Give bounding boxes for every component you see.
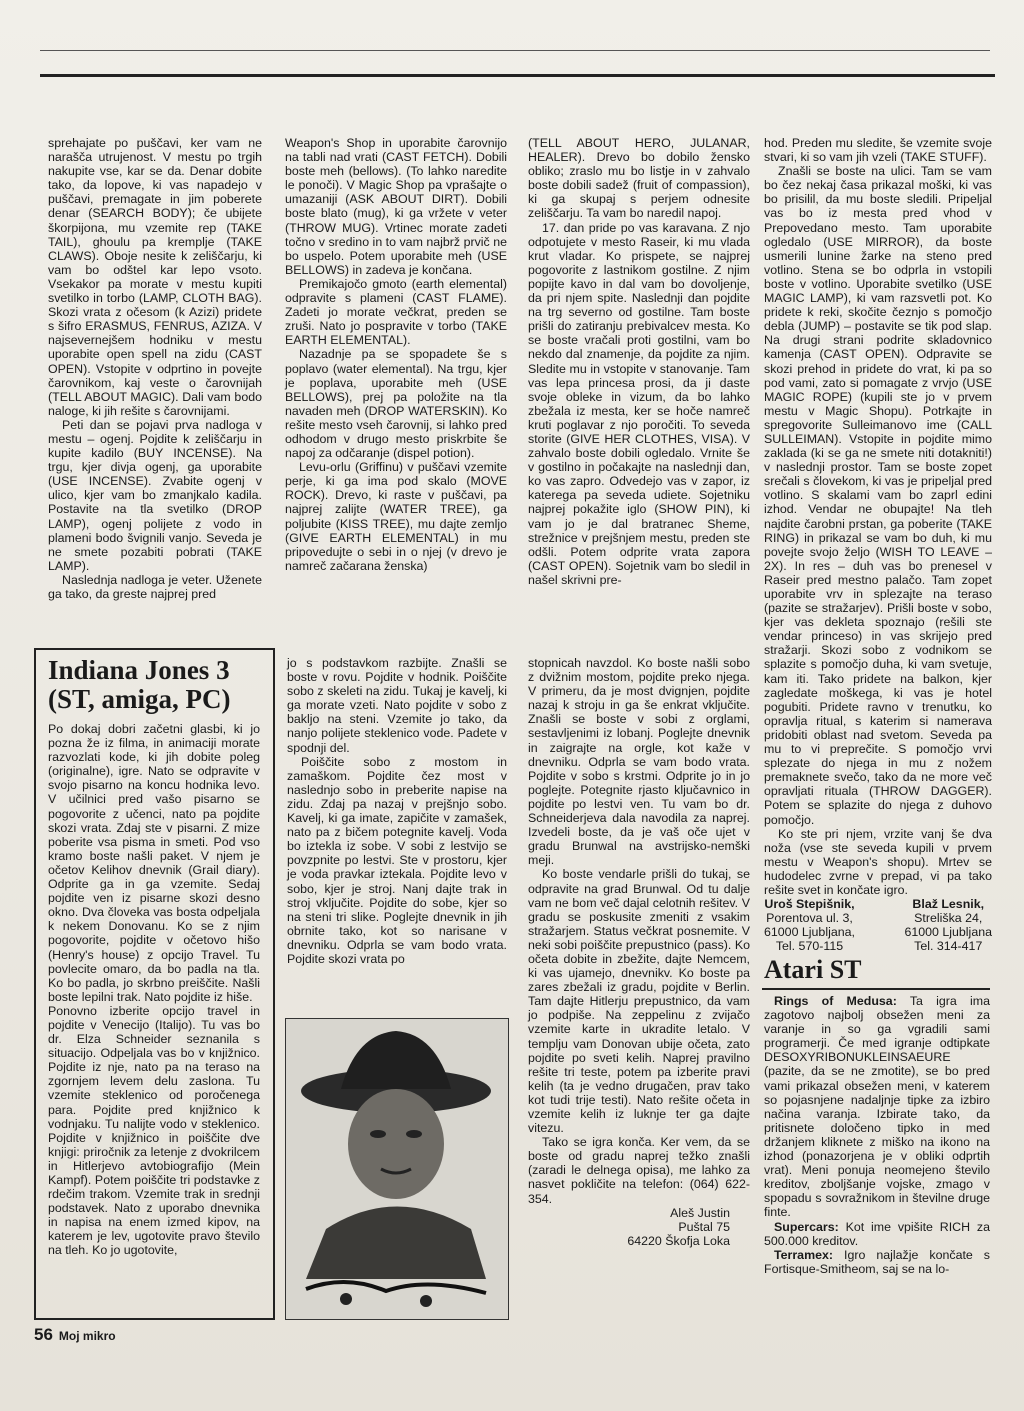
column-2 <box>285 136 507 573</box>
paragraph: Levu-orlu (Griffinu) v puščavi vzemite perje, ki ga ima pod skalo (MOVE ROCK). Drevo, ki raste v puščavi, pa najprej zalijte (WATER TREE), ga poljubite (KISS TREE), mu dajte zemljo (GIVE EARTH ELEMENTAL) in mu pripovedujte o sebi in o njej (v drevo je namreč začarana ženska) <box>285 460 507 573</box>
paragraph: Ponovno izberite opcijo travel in pojdite v Venecijo (Italijo). Tu vas bo dr. Elza Schneider seznanila s situacijo. Odpeljala vas bo v knjižnico. Pojdite iz nje, nato pa na teraso na zgornjem levem delu zaslona. Tu vzemite steklenico od poročenega para. Pojdite pred knjižnico k vodnjaku. Tu nalijte vodo v steklenico. Pojdite v knjižnico in poiščite dve knjigi: priročnik za letenje z dvokrilcem in Hitlerjevo avtobiografijo (Mein Kampf). Potem poiščite tri podstavke z rdečim trakom. Vzemite trak in srednji podstavek. Nato z uporabo dnevnika in napisa na enem izmed kipov, na katerem je lev, ugotovite pravo število na tleh. Ko jo ugotovite, <box>48 1003 260 1258</box>
author-street: Puštal 75 <box>678 1219 730 1234</box>
paragraph: Ko boste vendarle prišli do tukaj, se odpravite na grad Brunwal. Od tu dalje vam ne bom več dajal celotnih rešitev. V gradu se poskusite zmeniti z vsakim stražarjem. Status večkrat posnemite. V neki sobi poiščite prepustnico (pass). Ko očeta dobite in zbežite, dajte Nemcem, ki vas ujamejo, dnevnikv. Ko boste pa zares zbežali iz gradu, pojdite v Berlin. Tam dajte Hitlerju prepustnico, da vam jo podpiše. Na zeppelinu z zvijačo vzemite karte in ukradite letalo. V templju vam Donovan ubije očeta, zato pojdite po sveti kelih. Naprej pravilno rešite tri teste, potem pa izberite pravi kelih (ta je vedno drugačen, prav tako kot tudi trije testi). Nato rešite očeta in vzemite kelih iz luknje ter ga dajte vitezu. <box>528 867 750 1136</box>
column-1 <box>48 136 262 601</box>
author-tel: Tel. 570-115 <box>775 939 844 954</box>
paragraph: jo s podstavkom razbijte. Znašli se boste v rovu. Pojdite v hodnik. Poiščite sobo z skeleti na zidu. Tukaj je kavelj, ki ga morate vzeti. Nato pojdite v sobo z bakljo na steni. Vzemite jo tako, da nanjo polijete steklenico vode. Padete v spodnji del. <box>287 656 507 755</box>
indiana-jones-illustration <box>286 1019 508 1319</box>
paragraph <box>764 1220 990 1248</box>
paragraph: (TELL ABOUT HERO, JULANAR, HEALER). Drevo bo dobilo žensko obliko; zraslo mu bo listje in v zahvalo boste dobili sadež (fruit of compassion), ki ga skupaj s perjem odnesite zeliščarju. Ta vam bo naredil napoj. <box>528 136 750 221</box>
paragraph: Poiščite sobo z mostom in zamaškom. Pojdite čez most v naslednjo sobo in preberite napise na zidu. Zdaj pa nazaj v prejšnjo sobo. Kavelj, ki ga imate, zapičite v zamašek, nato pa z bičem potegnite kavelj. Voda bo iztekla iz sobe. V sobi z lestvijo se povzpnite po lestvi. Ste v prostoru, kjer je voda pravkar iztekala. Pojdite levo v sobo, kjer je stroj. Nanj dajte trak in stroj vključite. Pojdite do sobe, kjer so na steni tri slike. Poglejte dnevnik in jih obrnite tako, kot so narisane v dnevniku. Odprla se vam bodo vrata. Pojdite skozi vrata po <box>287 754 507 966</box>
tip-text: Igro najlažje končate s Fortisque-Smitheom, saj se na lo- <box>764 1247 990 1276</box>
column-mid-2 <box>528 656 750 1248</box>
author-city: 61000 Ljubljana, <box>764 925 855 940</box>
atari-st-column <box>764 994 990 1276</box>
author-street: Porentova ul. 3, <box>766 911 853 926</box>
atari-rule <box>762 988 990 990</box>
author-1 <box>764 897 855 953</box>
paragraph: hod. Preden mu sledite, še vzemite svoje stvari, ki so vam jih vzeli (TAKE STUFF). <box>764 136 992 165</box>
author-signature-3 <box>528 1206 750 1248</box>
paragraph: Tako se igra konča. Ker vem, da se boste od gradu naprej težko znašli (zaradi le delnega opisa), me lahko za nasvet pokličite na telefon: (064) 622-354. <box>528 1135 750 1206</box>
paragraph: Po dokaj dobri začetni glasbi, ki jo pozna že iz filma, in animaciji morate razvozlati kode, ki jih dobite poleg (originalne), igre. Nato se odpravite v svojo pisarno na koncu hodnika levo. V učilnici pred vašo pisarno se pogovorite z učenci, nato pa pojdite skozi vrata. Zdaj ste v pisarni. Z mize poberite vsa pisma in smeti. Pod vso kramo boste našli paket. V njem je očetov Kelihov dnevnik (Grail diary). Odprite ga in ga vzemite. Sedaj pojdite ven iz pisarne skozi desno okno. Dva človeka vas bosta odpeljala k nekem Donovanu. Ko se z njim pogovorite, pojdite v očetovo hišo (Henry's house) z opcijo Travel. Tu povlecite omaro, da bo padla na tla. Ko bo padla, jo skrbno preiščite. Našli boste lepilni trak. Nato pojdite iz hiše. <box>48 722 260 1004</box>
paragraph: Znašli se boste na ulici. Tam se vam bo čez nekaj časa prikazal moški, ki vas bo prisilil, da mu boste sledili. Pripeljal vas bo iz mesta pred vhod v Prepovedano mesto. Tam uporabite ogledalo (USE MIRROR), da boste usmerili lunine žarke na steno pred votlino. Stena se bo odprla in vstopili boste v votlino. Uporabite svetilko (USE MAGIC LAMP), ki vam razsvetli pot. Ko pridete k reki, skočite čeznjo s pomočjo debla (JUMP) – postavite se tik pod slap. Na drugi strani podrite skladovnico kamenja (CAST OPEN). Odpravite se skozi prehod in pridete do vrat, ki pa so pod vami, zato si pomagate z vrvjo (USE MAGIC ROPE) (kupili ste jo v prvem mestu v Magic Shopu). Potrkajte in spregovorite Sulleimanovo ime (CALL SULLEIMAN). Vstopite in pojdite mimo zaklada (ki se ga ne smete niti dotakniti!) v naslednji prostor. Tam se boste zopet srečali s človekom, ki vas je pripeljal pred votlino. S skalami vam bo zaprl edini izhod. Vendar ne obupajte! Na tleh najdite čarobni prstan, ga poberite (TAKE RING) in prikazal se vam bo duh, ki mu povejte svojo željo (WISH TO LEAVE – 2X). In res – duh vas bo prenesel v Raseir pred mestno palačo. Tam zopet uporabite vrv in splezajte na teraso (pazite se stražarjev). Prišli boste v sobo, kjer vas dekleta spoznajo (rešili ste vendar princeso) in vas skrijejo pred stražarji. Skozi sobo z vodnikom se splazite s pomočjo duha, ki vam svetuje, kam iti. Tako pridete na balkon, kjer zagledate moškega, ki vas je hotel pogubiti. Pridete ravno v trenutku, ko opravlja ritual, s katerim si namerava pridobiti oblast nad svetom. Seveda pa mu to vi preprečite. S pomočjo vrvi splezate do njega in mu z nožem premaknete svečo, tako da ne more več opravljati rituala (THROW DAGGER). Potem se splazite do njega z duhovo pomočjo. <box>764 164 992 827</box>
paragraph: sprehajate po puščavi, ker vam ne narašča utrujenost. V mestu po trgih nakupite vse, kar se da. Denar dobite tako, da lopove, ki vas napadejo v puščavi, premagate in jim poberete denar (SEARCH BODY); če ubijete škorpijona, mu vzemite rep (TAKE TAIL), ghoulu pa kremplje (TAKE CLAWS). Oboje nesite k zeliščarju, ki vam bo odštel kar lepo vsoto. Vsekakor pa morate v mestu kupiti svetilko in torbo (LAMP, CLOTH BAG). Skozi vrata z očesom (k Azizi) pridete s šifro ERASMUS, FENRUS, AZIZA. V najsevernejšem hodniku v mestu uporabite open spell na zidu (CAST OPEN). Vstopite v odprtino in povejte čarovnikom, kaj veste o čarovnijah (TELL ABOUT MAGIC). Dali vam bodo naloge, ki jih rešite s čarovnijami. <box>48 136 262 418</box>
paragraph: Nazadnje pa se spopadete še s poplavo (water elemental). Na trgu, kjer je poplava, uporabite meh (USE BELLOWS), prej pa položite na tla navaden meh (DROP WATERSKIN). Ko rešite mesto vseh čarovnij, si lahko pred odhodom v drugo mesto priskrbite še napoj za odčaranje (dispel potion). <box>285 347 507 461</box>
page-number: 56 <box>34 1325 53 1344</box>
paragraph <box>764 994 990 1220</box>
magazine-name: Moj mikro <box>58 1329 116 1343</box>
paragraph: Premikajočo gmoto (earth elemental) odpravite s plameni (CAST FLAME). Zadeti jo morate večkrat, preden se zruši. Nato jo pospravite v torbo (TAKE EARTH ELEMENTAL). <box>285 276 507 348</box>
indiana-jones-photo <box>285 1018 509 1320</box>
top-rule <box>40 50 990 51</box>
paragraph: stopnicah navzdol. Ko boste našli sobo z dvižnim mostom, pojdite preko njega. V primeru, da je most dvignjen, pojdite nazaj k stroju in ga še enkrat vključite. Znašli se boste v sobi z orglami, sestavljenimi iz lobanj. Poglejte dnevnik in zaigrajte na orgle, kot kaže v dnevniku. Odprla se vam bodo vrata. Pojdite v sobo s krstmi. Odprite jo in jo poglejte. Potegnite rjasto ključavnico in pojdite po lestvi ven. Tu vam bo dr. Schneiderjeva dala navodila za naprej. Izvedeli boste, da je vaš oče ujet v gradu Brunwal na avstrijsko-nemški meji. <box>528 656 750 868</box>
tip-label: Supercars: <box>774 1219 839 1234</box>
author-tel: Tel. 314-417 <box>914 939 983 954</box>
paragraph <box>764 1248 990 1276</box>
paragraph: 17. dan pride po vas karavana. Z njo odpotujete v mesto Raseir, ki mu vlada krut vladar. Ko prispete, se najprej pogovorite z lastnikom gostilne. Z njim popijte kavo in dal vam bo dovoljenje, da pri njem spite. Naslednji dan pojdite na trg severno od gostilne. Tam boste prišli do zatiranju prebivalcev mesta. Ko se boste vračali proti gostilni, vam bo nekdo dal znamenje, da pojdite za njim. Sledite mu in vstopite v stanovanje. Tam vas lepa princesa prosi, da ji daste svoje obleke in vizum, da bo lahko zbežala iz mesta, ker se hoče namreč kruti poglavar z njo poročiti. To seveda storite (GIVE HER CLOTHES, VISA). V zahvalo boste dobili ogledalo. Vrnite še v gostilno in počakajte na naslednji dan, ko vas zapro. Odvedejo vas v zapor, iz katerega pa seveda udiete. Sojetniku najprej pokažite iglo (SHOW PIN), ki vam jo je dal bratranec Sheme, strežnice v prejšnjem mestu, preden ste odšli. Potem odprite vrata zapora (CAST OPEN). Sojetnik vam bo sledil in našel skrivni pre- <box>528 220 750 587</box>
paragraph: Ko ste pri njem, vrzite vanj še dva noža (vse ste seveda kupili v prvem mestu v Weapon's shopu). Mrtev se hudodelec zvrne v prepad, vi pa tako rešite svet in končate igro. <box>764 826 992 897</box>
paragraph: Naslednja nadloga je veter. Uženete ga tako, da greste najprej pred <box>48 572 262 601</box>
tip-label: Terramex: <box>774 1247 834 1262</box>
atari-st-heading: Atari ST <box>764 955 862 984</box>
column-4 <box>764 136 992 953</box>
article-title: Indiana Jones 3 (ST, amiga, PC) <box>48 655 231 714</box>
author-name: Aleš Justin <box>670 1205 730 1220</box>
author-name: Uroš Stepišnik, <box>764 897 855 912</box>
page-footer <box>34 1325 116 1345</box>
column-mid <box>287 656 507 966</box>
author-street: Streliška 24, <box>914 911 983 926</box>
paragraph: Weapon's Shop in uporabite čarovnijo na tabli nad vrati (CAST FETCH). Dobili boste meh (bellows). (To lahko naredite le ponoči). V Magic Shop pa vprašajte o umazaniji (ASK ABOUT DIRT). Dobili boste blato (mug), ki ga vržete v veter (THROW MUG). Vrtinec morate zadeti točno v sredino in to vam najbrž prvič ne bo uspelo. Potem uporabite meh (USE BELLOWS) in zadeva je končana. <box>285 136 507 277</box>
author-name: Blaž Lesnik, <box>912 897 985 912</box>
tip-text: Ta igra ima zagotovo najbolj obsežen meni za varanje in so ga vgradili sami programerji. Če med igranje odtipkate DESOXYRIBONUKLEINSAEURE (pazite, da se ne zmotite), se bo pred vami prikazal obsežen meni, v katerem so pojasnjene nadaljnje tipke za izbiro načina varanja. Izbirate tako, da pritisnete določeno tipko in med držanjem kliknete z miško na ikono na izhod (ponazorjena je v obliki odprtih vrat). Meni ponuja neomejeno število kreditov, zboljšanje vojske, zmago v spopadu s sovražnikom in številne druge finte. <box>764 994 990 1220</box>
paragraph: Peti dan se pojavi prva nadloga v mestu – ogenj. Pojdite k zeliščarju in kupite kadilo (BUY INCENSE). Na trgu, kjer divja ogenj, ga uporabite (USE INCENSE). Zvabite ogenj v ulico, kjer vam bo zmanjkalo kadila. Postavite na tla svetilko (DROP LAMP), ogenj polijete z vodo in plameni bodo švignili vanjo. Seveda je ne smete pozabiti pobrati (TAKE LAMP). <box>48 417 262 573</box>
indiana-jones-article <box>48 656 260 1258</box>
tip-text: Kot ime vpišite RICH za 500.000 kreditov. <box>764 1219 990 1248</box>
author-city: 61000 Ljubljana <box>904 925 992 940</box>
column-3 <box>528 136 750 587</box>
author-2 <box>904 897 992 953</box>
author-signatures <box>764 897 992 953</box>
author-city: 64220 Škofja Loka <box>627 1233 730 1248</box>
header-rule <box>40 74 995 77</box>
tip-label: Rings of Medusa: <box>774 994 897 1008</box>
